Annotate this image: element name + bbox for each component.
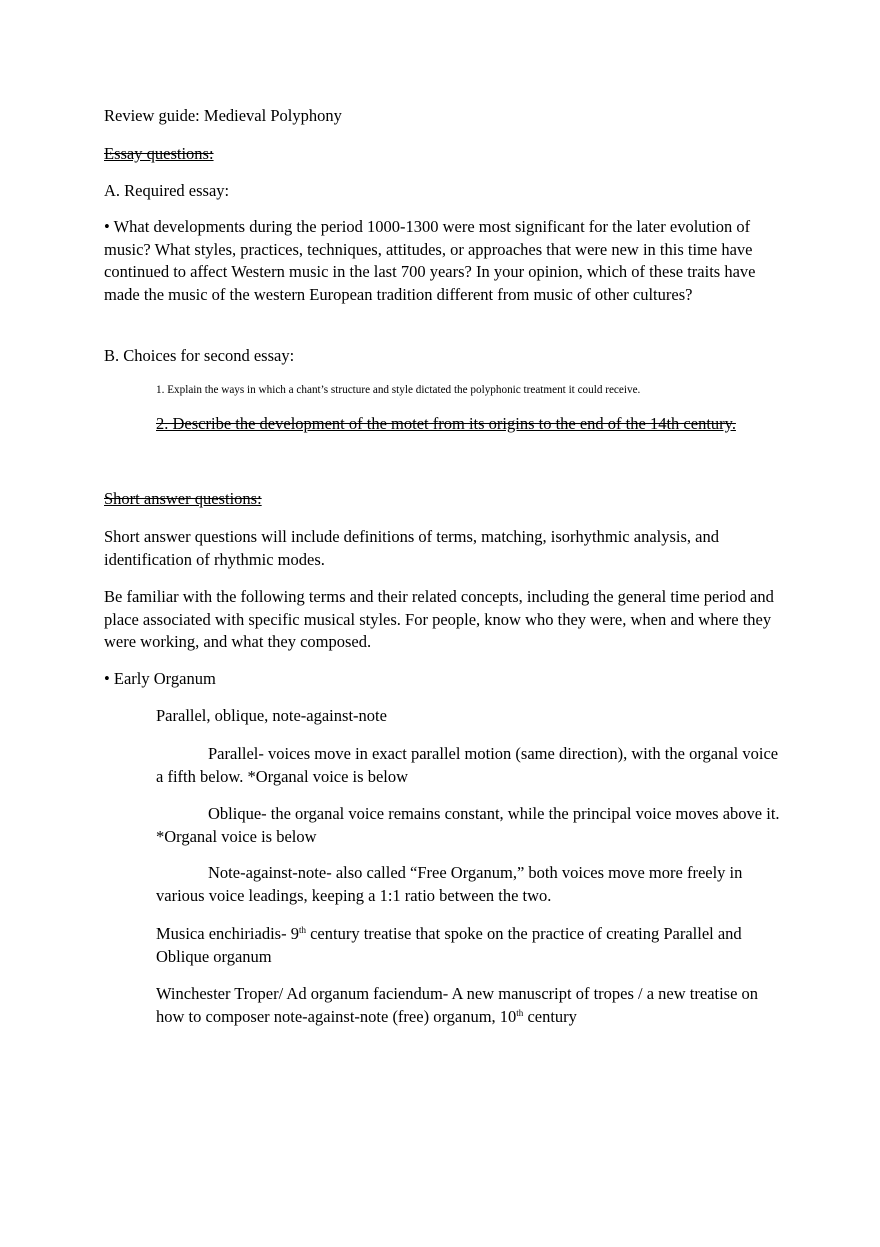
essay-choice-1: 1. Explain the ways in which a chant’s structure and style dictated the polyphonic treatment it could receive. [156, 384, 641, 396]
parallel-definition: Parallel- voices move in exact parallel motion (same direction), with the organal voice a fifth below. *Organal voice is below [156, 744, 779, 786]
short-answer-intro: Short answer questions will include definitions of terms, matching, isorhythmic analysis, and identification of rhythmic modes. [104, 527, 719, 569]
short-answer-heading: Short answer questions: [104, 489, 262, 508]
winchester-troper-definition [156, 983, 780, 1028]
required-essay-prompt: • What developments during the period 1000-1300 were most significant for the later evolution of music? What styles, practices, techniques, attitudes, or approaches that were new in this time have continued to affect Western music in the last 700 years? In your opinion, which of these traits have made the music of the western European tradition different from music of other cultures? [104, 217, 756, 304]
musica-text-end: century treatise that spoke on the practice of creating Parallel and Oblique organum [156, 924, 742, 966]
section-a-label: A. Required essay: [104, 181, 230, 200]
essay-questions-heading: Essay questions: [104, 144, 214, 163]
winchester-text-start: Winchester Troper/ Ad organum faciendum- A new manuscript of tropes / a new treatise on how to composer note-against-note (free) organum, 10 [156, 984, 759, 1026]
musica-text-start: Musica enchiriadis- 9 [156, 924, 299, 943]
terms-intro: Be familiar with the following terms and their related concepts, including the general time period and place associated with specific musical styles. For people, know who they were, when and where they were working, and what they composed. [104, 587, 774, 652]
oblique-definition: Oblique- the organal voice remains constant, while the principal voice moves above it. *Organal voice is below [156, 804, 780, 846]
winchester-superscript: th [516, 1007, 524, 1018]
essay-choice-2: 2. Describe the development of the motet from its origins to the end of the 14th century. [156, 414, 736, 433]
section-b-label: B. Choices for second essay: [104, 346, 295, 365]
organum-types: Parallel, oblique, note-against-note [156, 706, 387, 725]
note-against-note-definition: Note-against-note- also called “Free Organum,” both voices move more freely in various voice leadings, keeping a 1:1 ratio between the two. [156, 863, 743, 905]
musica-enchiriadis-definition [156, 923, 780, 968]
early-organum-heading: • Early Organum [104, 669, 216, 688]
winchester-text-end: century [523, 1006, 577, 1026]
page-title: Review guide: Medieval Polyphony [104, 106, 342, 125]
musica-superscript: th [298, 925, 306, 935]
